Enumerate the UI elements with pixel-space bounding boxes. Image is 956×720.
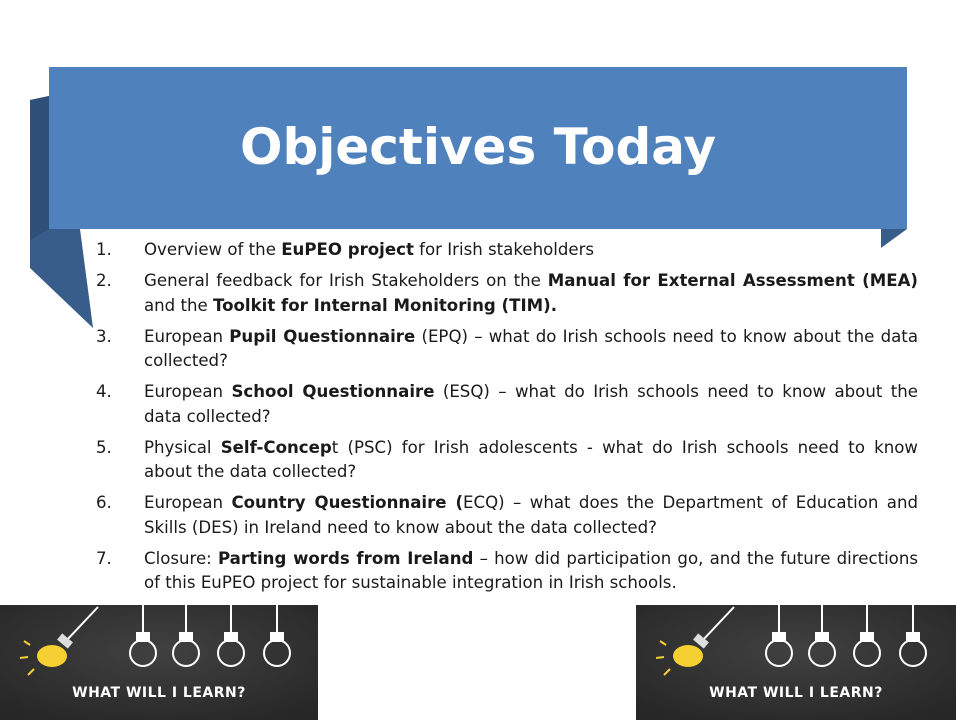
objective-text-part: and the bbox=[144, 295, 214, 315]
objective-number: 2. bbox=[96, 271, 112, 290]
objective-text-bold: Toolkit for Internal Monitoring (TIM). bbox=[213, 295, 558, 315]
slide-title: Objectives Today bbox=[239, 118, 717, 176]
light-bulbs-icon bbox=[0, 605, 318, 720]
objective-number: 5. bbox=[96, 437, 112, 457]
objective-item bbox=[96, 269, 918, 318]
objective-text bbox=[144, 491, 918, 540]
objective-text-part: European bbox=[144, 326, 230, 346]
objective-number: 1. bbox=[96, 240, 112, 259]
objective-text-bold: Pupil Questionnaire bbox=[229, 326, 416, 346]
objective-text-part: European bbox=[144, 382, 232, 401]
objective-item bbox=[96, 436, 918, 485]
image-caption: WHAT WILL I LEARN? bbox=[709, 685, 883, 701]
objectives-list bbox=[96, 238, 918, 602]
objective-text bbox=[144, 380, 918, 429]
objective-text-part: for Irish stakeholders bbox=[413, 240, 595, 259]
objective-text-part: Overview of the bbox=[144, 240, 282, 259]
objective-item bbox=[96, 238, 918, 263]
what-will-i-learn-image-right bbox=[636, 605, 956, 720]
objective-text bbox=[144, 269, 918, 318]
objective-text-part: (EPQ) – what do Irish schools need to know about the data collected? bbox=[144, 326, 918, 370]
light-bulbs-icon bbox=[636, 605, 956, 720]
objective-item bbox=[96, 325, 918, 374]
objective-text-bold: Country Questionnaire ( bbox=[231, 493, 464, 512]
objective-text-bold: Parting words from Ireland bbox=[217, 548, 474, 568]
objective-text-bold: Self-Concep bbox=[220, 437, 332, 457]
objective-text-part: European bbox=[144, 493, 232, 512]
objective-text-part: (ESQ) – what do Irish schools need to know about the data collected? bbox=[144, 382, 918, 426]
objective-number: 4. bbox=[96, 382, 112, 401]
objective-number: 3. bbox=[96, 326, 112, 346]
objective-text bbox=[144, 436, 918, 485]
objective-text-bold: EuPEO project bbox=[281, 240, 414, 259]
objective-text bbox=[144, 238, 918, 263]
objective-text-part: Closure: bbox=[144, 548, 218, 568]
image-caption: WHAT WILL I LEARN? bbox=[72, 685, 246, 701]
objective-number: 6. bbox=[96, 493, 112, 512]
objective-text-part: – how did participation go, and the future directions of this EuPEO project for sustainable integration in Irish schools. bbox=[144, 548, 918, 592]
objective-number: 7. bbox=[96, 548, 112, 568]
objective-text-part: t (PSC) for Irish adolescents - what do Irish schools need to know about the data collected? bbox=[144, 437, 919, 481]
what-will-i-learn-image-left bbox=[0, 605, 318, 720]
title-banner bbox=[49, 67, 907, 229]
objective-text bbox=[144, 547, 918, 596]
objective-text bbox=[144, 325, 918, 374]
objective-text-part: Physical bbox=[144, 437, 221, 457]
objective-item bbox=[96, 380, 918, 429]
objective-item bbox=[96, 547, 918, 596]
objective-text-bold: School Questionnaire bbox=[231, 382, 435, 401]
objective-text-part: ECQ) – what does the Department of Education and Skills (DES) in Ireland need to know about the data collected? bbox=[144, 493, 918, 537]
objective-item bbox=[96, 491, 918, 540]
objective-text-bold: Manual for External Assessment (MEA) bbox=[547, 271, 918, 290]
objective-text-part: General feedback for Irish Stakeholders on the bbox=[144, 271, 548, 290]
